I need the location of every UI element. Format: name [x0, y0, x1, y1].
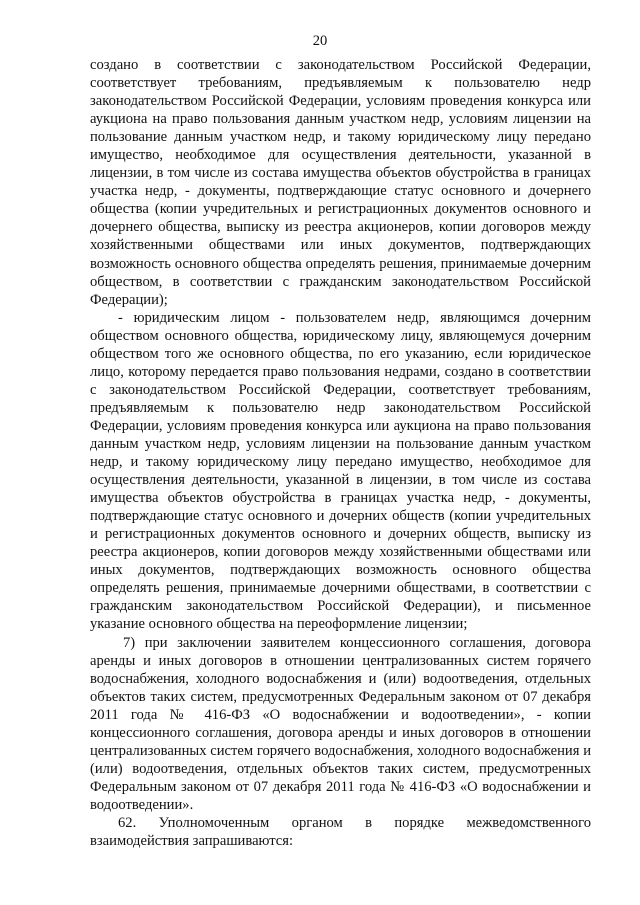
paragraph-subsidiary-transfer: - юридическим лицом - пользователем недр, являющимся дочерним обществом основного общества, юридическому лицу, являющемуся дочерним обществом того же основного общества, по его указанию, если юридическое лицо, которому передается право пользования недрами, создано в соответствии с законодательством Российской Федерации, соответствует требованиям, предъявляемым к пользователю недр законодательством Российской Федерации, условиям проведения конкурса или аукциона на право пользования данным участком недр, условиям лицензии на пользование данным участком недр, и такому юридическому лицу передано имущество, необходимое для осуществления деятельности, указанной в лицензии, в том числе из состава имущества объектов обустройства в границах участка недр, - документы, подтверждающие статус основного и дочерних обществ (копии учредительных и регистрационных документов основного и дочерних обществ, выписку из реестра акционеров, копии договоров между хозяйственными обществами или иных документов, подтверждающих возможность основного общества определять решения, принимаемые дочерними обществами, в соответствии с гражданским законодательством Российской Федерации), и письменное указание основного общества на переоформление лицензии;: [90, 309, 591, 633]
paragraph-continuation: создано в соответствии с законодательством Российской Федерации, соответствует требованиям, предъявляемым к пользователю недр законодательством Российской Федерации, условиям проведения конкурса или аукциона на право пользования данным участком недр, условиям лицензии на пользование данным участком недр, и такому юридическому лицу передано имущество, необходимое для осуществления деятельности, указанной в лицензии, в том числе из состава имущества объектов обустройства в границах участка недр, - документы, подтверждающие статус основного и дочернего общества (копии учредительных и регистрационных документов основного и дочернего общества, выписку из реестра акционеров, копии договоров между хозяйственными обществами или иных документов, подтверждающих возможность основного общества определять решения, принимаемые дочерним обществом, в соответствии с гражданским законодательством Российской Федерации);: [90, 57, 591, 308]
paragraph-62: 62. Уполномоченным органом в порядке межведомственного взаимодействия запрашиваются:: [90, 814, 591, 850]
page-number: 20: [312, 33, 328, 49]
document-body: [90, 56, 591, 850]
paragraph-item-7: 7) при заключении заявителем концессионного соглашения, договора аренды и иных договоров в отношении централизованных систем горячего водоснабжения, холодного водоснабжения и (или) водоотведения, отдельных объектов таких систем, предусмотренных Федеральным законом от 07 декабря 2011 года № 416-ФЗ «О водоснабжении и водоотведении», - копии концессионного соглашения, договора аренды и иных договоров в отношении централизованных систем горячего водоснабжения, холодного водоснабжения и (или) водоотведения, отдельных объектов таких систем, предусмотренных Федеральным законом от 07 декабря 2011 года № 416-ФЗ «О водоснабжении и водоотведении».: [90, 634, 591, 813]
